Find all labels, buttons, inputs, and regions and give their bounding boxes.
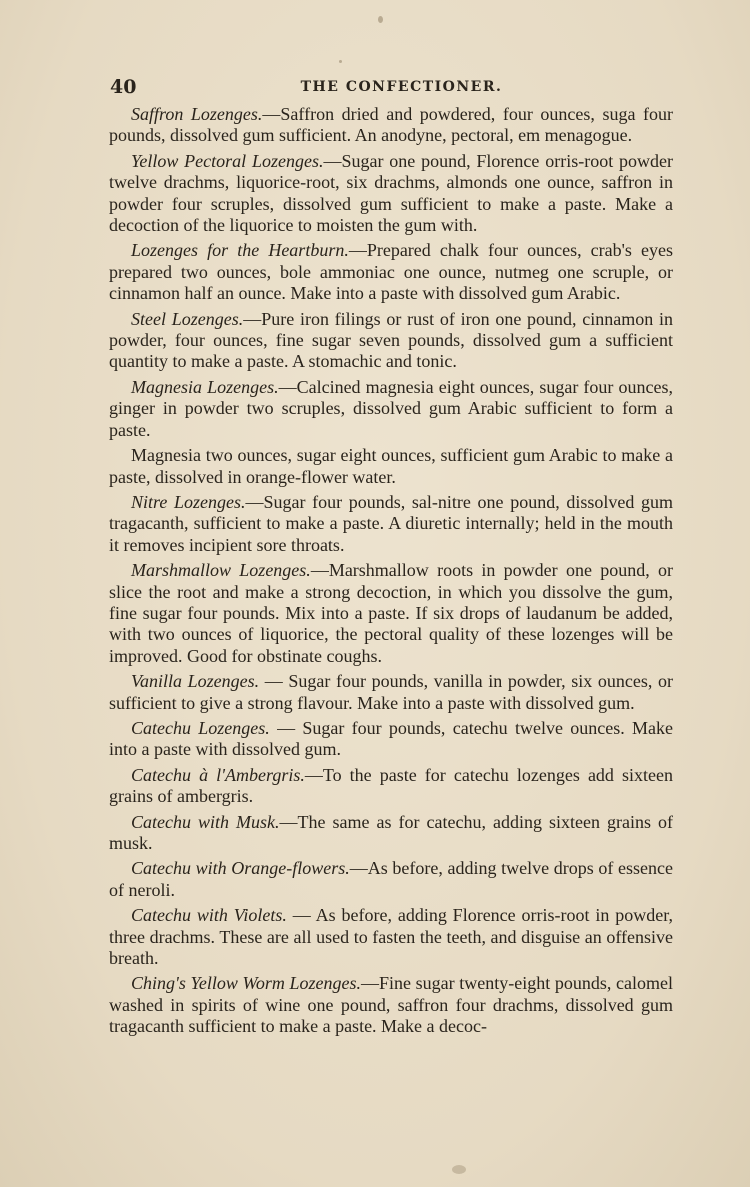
recipe-paragraph xyxy=(109,151,673,237)
recipe-text: —Marshmallow roots in powder one pound, or slice the root and make a strong decoction, in which you dissolve the gum, fine sugar four pounds. Mix into a paste. If six drops of laudanum be added, with two ounces of liquorice, the pectoral quality of these lozenges will be improved. Good for obstinate coughs. xyxy=(109,560,674,666)
recipe-title: Catechu with Orange-flowers. xyxy=(131,858,350,879)
recipe-paragraph xyxy=(109,812,673,855)
recipe-paragraph xyxy=(109,377,673,441)
recipe-title: Saffron Lozenges. xyxy=(131,104,263,124)
recipe-text: — Sugar four pounds, vanilla in powder, six ounces, or sufficient to give a strong flavour. Make into a paste with dissolved gum. xyxy=(109,671,673,713)
recipe-title: Ching's Yellow Worm Lozenges. xyxy=(131,973,361,994)
recipe-paragraph xyxy=(109,309,673,373)
recipe-paragraph xyxy=(109,445,673,488)
recipe-text: —Sugar four pounds, sal-nitre one pound, dissolved gum tragacanth, sufficient to make a paste. A diuretic internally; held in the mouth it removes incipient sore throats. xyxy=(109,491,673,555)
recipe-title: Catechu à l'Ambergris. xyxy=(131,764,305,785)
recipe-text: —As before, adding twelve drops of essence of neroli. xyxy=(109,858,673,900)
page-number: 40 xyxy=(110,76,137,98)
paper-blemish xyxy=(339,60,342,63)
recipe-text: — As before, adding Florence orris-root in powder, three drachms. These are all used to fasten the teeth, and disguise an offensive breath. xyxy=(109,905,674,969)
recipe-title: Catechu with Violets. xyxy=(131,905,287,926)
recipe-text: —Pure iron filings or rust of iron one pound, cinnamon in powder, four ounces, fine sugar seven pounds, dissolved gum a sufficient quantity to make a paste. A stomachic and tonic. xyxy=(109,308,673,372)
recipe-text: —To the paste for catechu lozenges add sixteen grains of ambergris. xyxy=(109,764,673,807)
page-header xyxy=(110,76,673,102)
recipe-text: — Sugar four pounds, catechu twelve ounces. Make into a paste with dissolved gum. xyxy=(109,717,673,760)
recipe-title: Magnesia Lozenges. xyxy=(131,376,279,397)
recipe-paragraph xyxy=(109,718,673,761)
recipe-text: —The same as for catechu, adding sixteen grains of musk. xyxy=(109,811,673,853)
recipe-text: —Saffron dried and powdered, four ounces, suga four pounds, dissolved gum sufficient. An anodyne, pectoral, em menagogue. xyxy=(109,104,673,146)
recipe-title: Catechu Lozenges. xyxy=(131,717,270,738)
recipe-paragraph xyxy=(109,560,673,667)
recipe-text: —Fine sugar twenty-eight pounds, calomel washed in spirits of wine one pound, saffron four drachms, dissolved gum tragacanth sufficient to make a paste. Make a decoc- xyxy=(109,973,673,1037)
recipe-paragraph xyxy=(109,104,673,147)
recipe-paragraph xyxy=(109,492,673,556)
recipe-paragraph xyxy=(109,765,673,808)
recipe-title: Yellow Pectoral Lozenges. xyxy=(131,150,324,171)
recipe-paragraph xyxy=(109,671,673,714)
recipe-paragraph xyxy=(109,240,673,304)
paper-blemish xyxy=(452,1165,466,1174)
recipe-title: Nitre Lozenges. xyxy=(131,491,246,512)
recipe-title: Lozenges for the Heartburn. xyxy=(131,240,349,261)
recipe-title: Marshmallow Lozenges. xyxy=(131,560,311,581)
recipe-title: Steel Lozenges. xyxy=(131,308,244,329)
recipe-text: —Prepared chalk four ounces, crab's eyes prepared two ounces, bole ammoniac one ounce, nutmeg one scruple, or cinnamon half an ounce. Make into a paste with dissolved gum Arabic. xyxy=(109,240,673,304)
recipe-title: Vanilla Lozenges. xyxy=(131,671,260,692)
recipe-text: —Calcined magnesia eight ounces, sugar four ounces, ginger in powder two scruples, dissolved gum Arabic sufficient to form a paste. xyxy=(109,376,673,440)
recipe-paragraph xyxy=(109,973,673,1037)
paper-blemish xyxy=(378,16,383,23)
recipe-title: Catechu with Musk. xyxy=(131,811,280,832)
recipe-text: Magnesia two ounces, sugar eight ounces, sufficient gum Arabic to make a paste, dissolved in orange-flower water. xyxy=(109,445,673,487)
recipe-paragraph xyxy=(109,905,673,969)
running-head: THE CONFECTIONER. xyxy=(300,79,503,95)
body-text xyxy=(109,104,673,1042)
recipe-text: —Sugar one pound, Florence orris-root powder twelve drachms, liquorice-root, six drachms, almonds one ounce, saffron in powder four scruples, dissolved gum sufficient to make a paste. Make a decoction of the liquorice to moisten the gum with. xyxy=(109,150,673,236)
recipe-paragraph xyxy=(109,858,673,901)
